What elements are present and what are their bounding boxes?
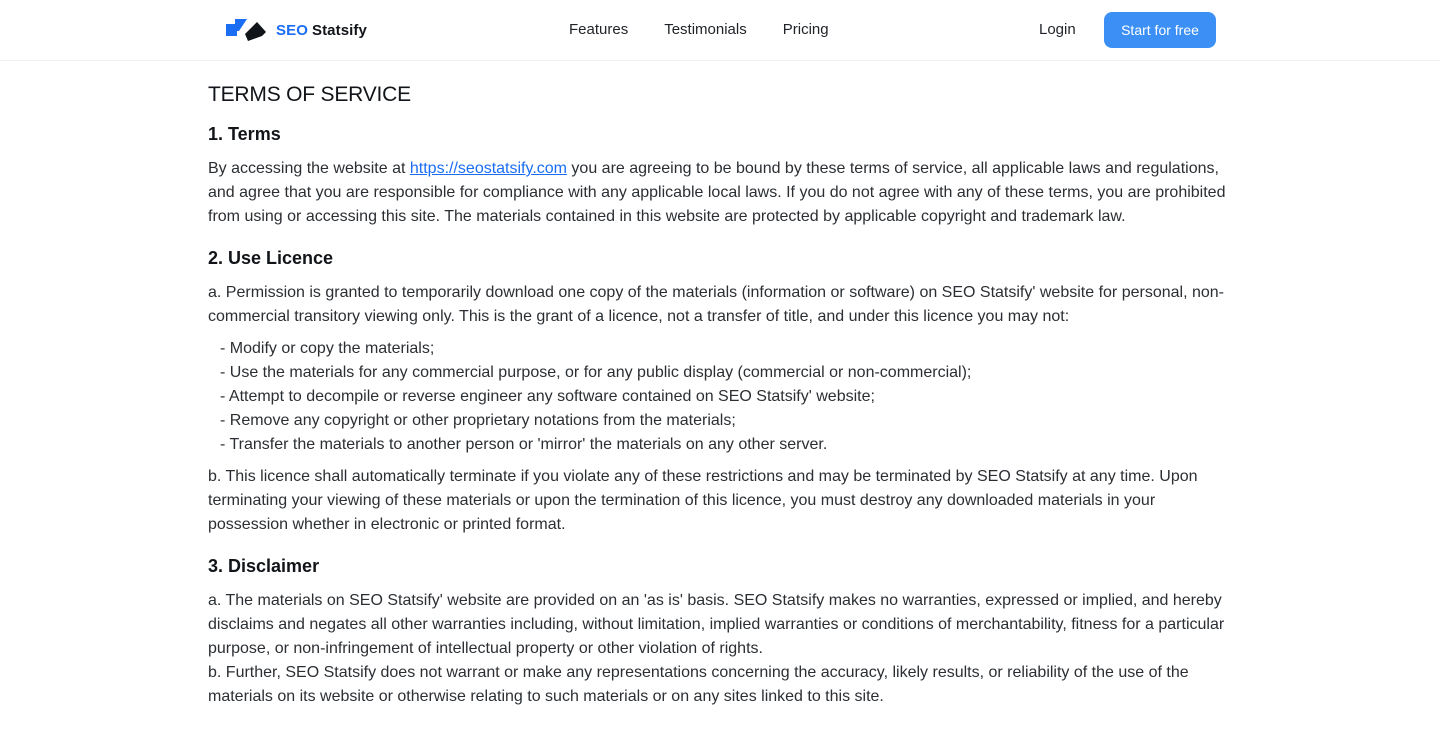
disclaimer-paragraph-b: b. Further, SEO Statsify does not warrant or make any representations concerning the accuracy, likely results, or reliability of the use of the materials on its website or otherwise relating to such materials or on any sites linked to this site. [208,664,1189,705]
section-heading-use-licence: 2. Use Licence [208,248,334,268]
section-heading-terms: 1. Terms [208,124,281,144]
brand-name: Statsify [311,21,367,39]
list-item: - Attempt to decompile or reverse engineer any software contained on SEO Statsify' website; [220,388,875,405]
terms-content [208,82,1232,709]
section-heading-disclaimer: 3. Disclaimer [208,556,320,576]
nav-pricing[interactable]: Pricing [782,21,829,38]
disclaimer-paragraph-a: a. The materials on SEO Statsify' website are provided on an 'as is' basis. SEO Statsify makes no warranties, expressed or implied, and hereby disclaims and negates all other warranties including, without limitation, implied warranties or conditions of merchantability, fitness for a particular purpose, or non-infringement of intellectual property or other violation of rights. [208,592,1225,657]
list-item: - Modify or copy the materials; [220,340,435,357]
list-item: - Transfer the materials to another person or 'mirror' the materials on any other server. [220,436,828,453]
list-item: - Remove any copyright or other proprietary notations from the materials; [220,412,736,429]
nav-testimonials[interactable]: Testimonials [664,21,747,38]
list-item: - Use the materials for any commercial purpose, or for any public display (commercial or non-commercial); [220,364,972,381]
licence-paragraph-b: b. This licence shall automatically terminate if you violate any of these restrictions and may be terminated by SEO Statsify at any time. Upon terminating your viewing of these materials or upon the termination of this licence, you must destroy any downloaded materials in your possession whether in electronic or printed format. [208,468,1198,533]
brand-seo: SEO [276,21,308,39]
nav-features[interactable]: Features [569,21,629,38]
site-url-link[interactable]: https://seostatsify.com [409,160,567,177]
licence-restrictions-list [208,337,1232,457]
site-header [0,0,1440,61]
login-link[interactable]: Login [1039,21,1076,38]
logo-icon [226,19,266,41]
start-for-free-button[interactable]: Start for free [1104,12,1216,48]
main-nav [569,20,829,40]
terms-text-after: you are agreeing to be bound by these terms of service, all applicable laws and regulations, and agree that you are responsible for compliance with any applicable local laws. If you do not agree with any of these terms, you are prohibited from using or accessing this site. The materials contained in this website are protected by applicable copyright and trademark law. [208,160,1226,225]
page-title: TERMS OF SERVICE [208,83,411,106]
licence-paragraph-a: a. Permission is granted to temporarily download one copy of the materials (information or software) on SEO Statsify' website for personal, non-commercial transitory viewing only. This is the grant of a licence, not a transfer of title, and under this licence you may not: [208,284,1224,325]
terms-paragraph [208,157,1232,229]
brand-logo-link[interactable] [226,19,367,41]
brand-text [276,22,367,39]
terms-text-before: By accessing the website at [208,160,410,177]
